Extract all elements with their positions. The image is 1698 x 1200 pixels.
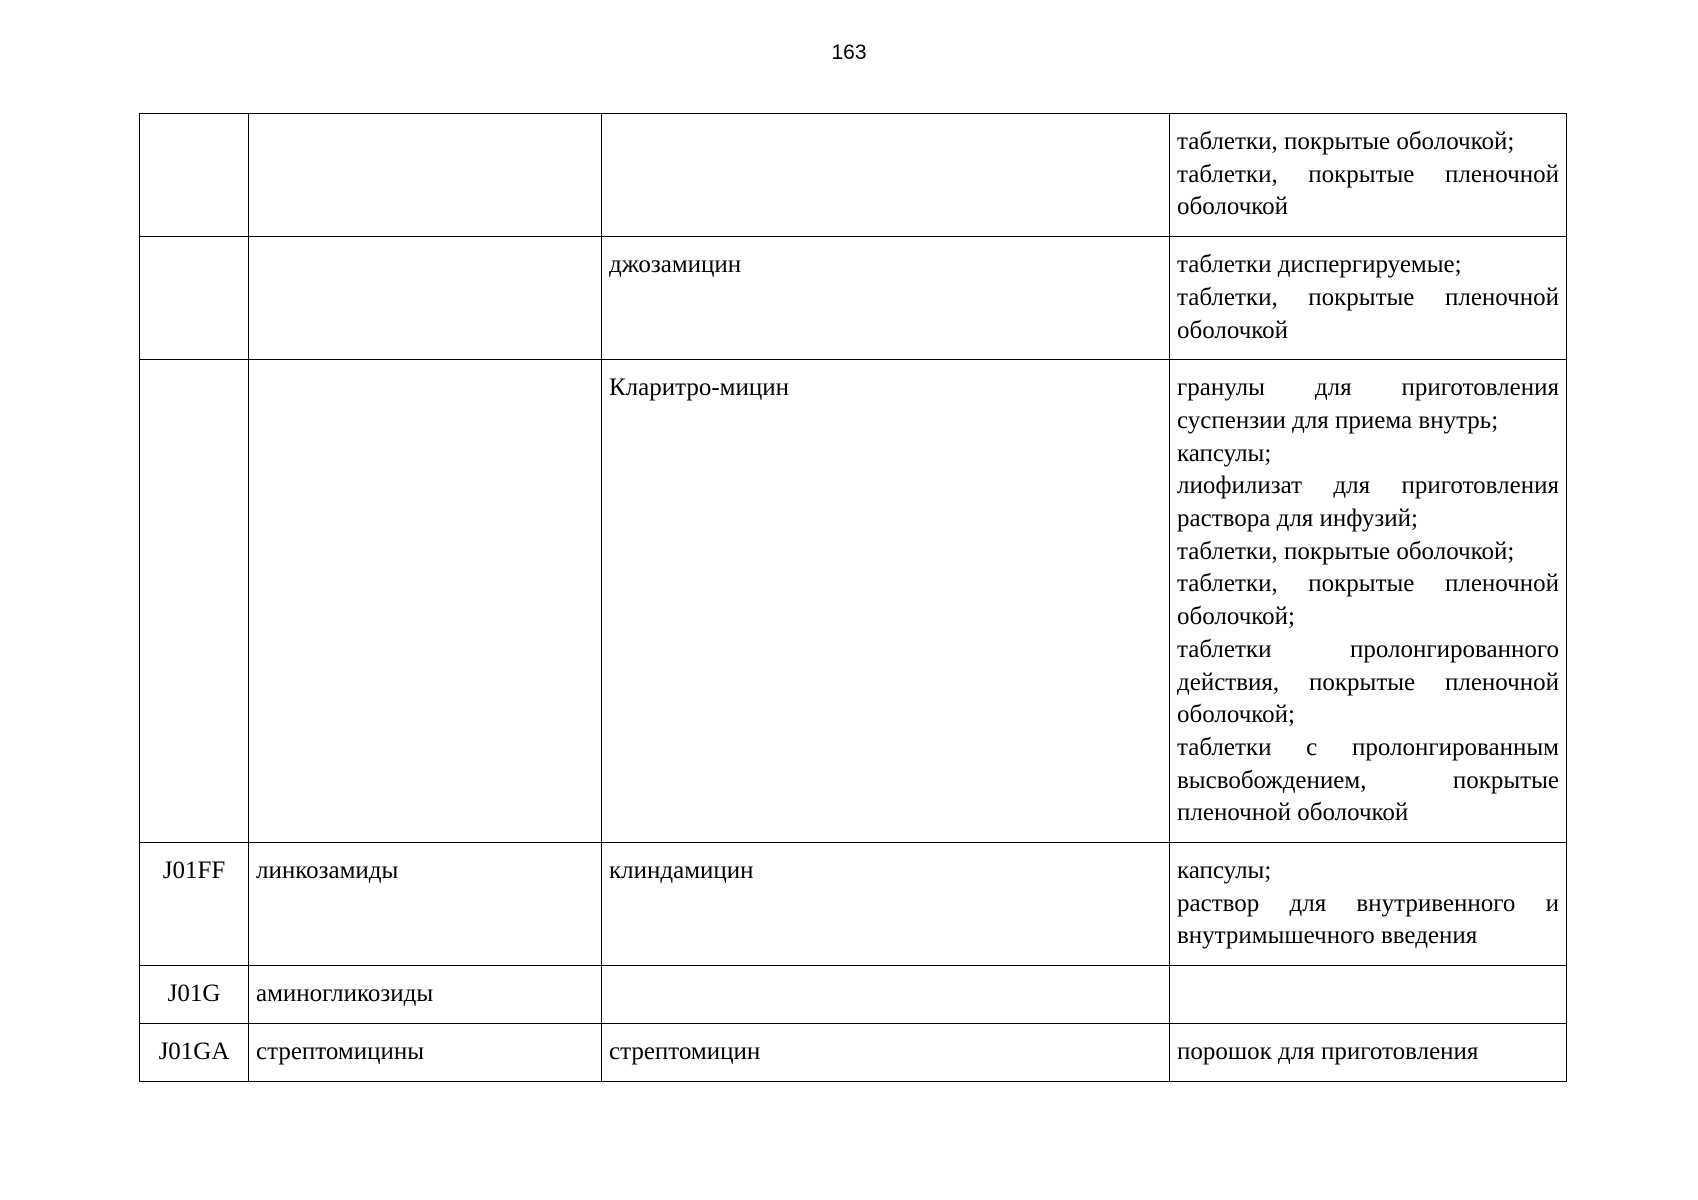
atc-code-cell: J01FF [140,843,249,966]
table-row [140,237,1567,360]
atc-code-cell: J01GA [140,1023,249,1081]
dosage-form: порошок для приготовления [1177,1037,1479,1065]
dosage-form: таблетки с пролонгированным высвобождением, покрытые пленочной оболочкой [1177,733,1559,827]
drug-name-cell [602,966,1170,1024]
drug-name-cell: клиндамицин [602,843,1170,966]
group-cell: аминогликозиды [249,966,602,1024]
table-row [140,114,1567,237]
atc-code-cell: J01G [140,966,249,1024]
dosage-form: капсулы; [1177,439,1272,467]
group-cell: линкозамиды [249,843,602,966]
atc-code-cell [140,360,249,843]
dosage-form: таблетки, покрытые оболочкой; [1177,128,1515,155]
group-cell [249,360,602,843]
drug-name-cell: джозамицин [602,237,1170,360]
group-cell [249,237,602,360]
dosage-forms-cell [1170,114,1567,237]
table-row [140,360,1567,843]
dosage-forms-cell [1170,360,1567,843]
dosage-form: капсулы; [1177,857,1272,885]
drug-table [139,113,1567,1082]
dosage-form: таблетки, покрытые оболочкой; [1177,537,1515,565]
drug-name-cell [602,114,1170,237]
dosage-form: таблетки, покрытые пленочной оболочкой [1177,283,1559,344]
page-number: 163 [831,41,867,64]
dosage-form: таблетки диспергируемые; [1177,251,1462,279]
dosage-forms-cell [1170,1023,1567,1081]
dosage-forms-cell [1170,843,1567,966]
dosage-form: лиофилизат для приготовления раствора для инфузий; [1177,472,1559,533]
dosage-form: раствор для внутривенного и внутримышечного введения [1177,889,1559,950]
table-row [140,843,1567,966]
dosage-form: таблетки пролонгированного действия, покрытые пленочной оболочкой; [1177,635,1559,729]
drug-name-cell: Кларитро-мицин [602,360,1170,843]
dosage-forms-cell [1170,237,1567,360]
dosage-forms-cell [1170,966,1567,1024]
group-cell: стрептомицины [249,1023,602,1081]
dosage-form: таблетки, покрытые пленочной оболочкой [1177,160,1559,221]
table-row [140,1023,1567,1081]
group-cell [249,114,602,237]
drug-name-cell: стрептомицин [602,1023,1170,1081]
dosage-form: гранулы для приготовления суспензии для приема внутрь; [1177,374,1559,434]
atc-code-cell [140,114,249,237]
table-row [140,966,1567,1024]
atc-code-cell [140,237,249,360]
dosage-form: таблетки, покрытые пленочной оболочкой; [1177,570,1559,631]
